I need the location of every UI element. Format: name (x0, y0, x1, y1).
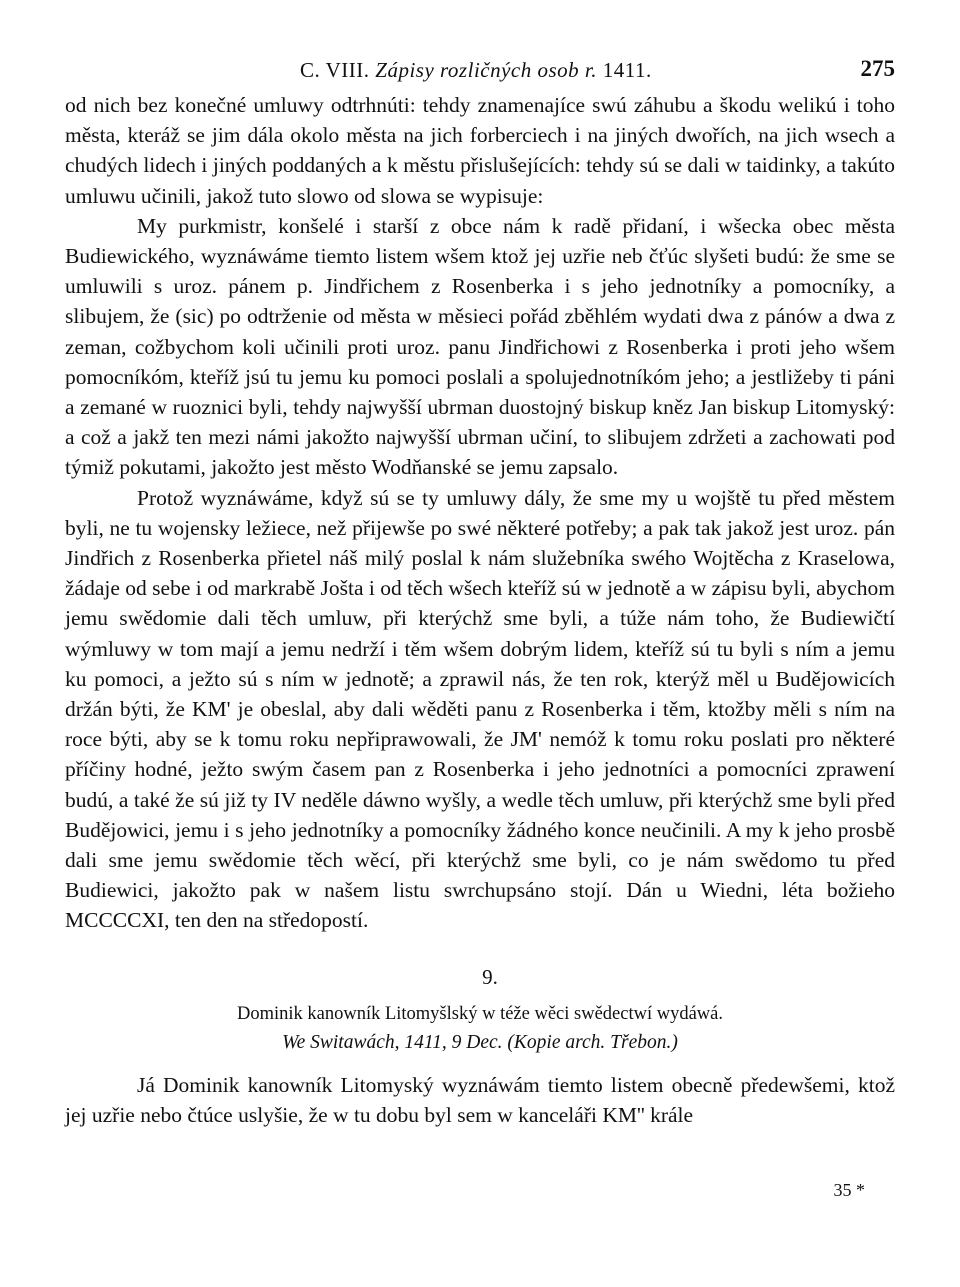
running-title-year: 1411. (602, 58, 652, 82)
running-title (300, 58, 652, 83)
paragraph-continuation: od nich bez konečné umluwy odtrhnúti: tehdy znamenajíce swú záhubu a škodu welikú i toho města, kteráž se jim dála okolo města na jich forberciech i na jiných dwořích, na jich wsech a chudých lidech i jiných poddaných a k městu přislušejících: tehdy sú se dali w taidinky, a takúto umluwu učinili, jakož tuto slowo od slowa se wypisuje: (65, 93, 895, 208)
running-title-italic: Zápisy rozličných osob r. (375, 58, 598, 82)
document-heading: Dominik kanowník Litomyšlský w téže wěci swědectwí wydáwá. (236, 1003, 724, 1024)
document-body (65, 1070, 895, 1130)
page-number: 275 (860, 56, 895, 81)
book-page (65, 50, 895, 1130)
running-head (65, 50, 895, 90)
document-place-date: We Switawách, 1411, 9 Dec. (Kopie arch. Třebon.) (282, 1031, 678, 1053)
document-number: 9. (482, 964, 498, 989)
body-text (65, 90, 895, 936)
document-opening-paragraph: Já Dominik kanowník Litomyský wyznáwám tiemto listem obecně předewšemi, ktož jej uzřie nebo čtúce uslyšie, že w tu dobu byl sem w kanceláři KM'' krále (65, 1072, 895, 1127)
paragraph-charter: My purkmistr, konšelé i starší z obce nám k radě přidaní, i wšecka obec města Budiewického, wyznáwáme tiemto listem wšem ktož jej uzřie neb čťúc slyšeti budú: že sme se umluwili s uroz. pánem p. Jindřichem z Rosenberka i s jeho jednotníky a pomocníky, a slibujem, že (sic) po odtrženie od města w měsieci pořád zběhlém wydati dwa z pánów a dwa z zeman, cožbychom koli učinili proti uroz. panu Jindřichowi z Rosenberka i proti jeho wšem pomocníkóm, kteříž jsú tu jemu ku pomoci poslali a spolujednotníkóm jeho; a jestližeby ti páni a zemané w ruoznici byli, tehdy najwyšší ubrman duostojný biskup kněz Jan biskup Litomyský: a což a jakž ten mezi námi jakožto najwyšší ubrman učiní, to slibujem zdržeti a zachowati pod týmiž pokutami, jakožto jest město Wodňanské se jemu zapsalo. (65, 213, 895, 480)
running-title-prefix: C. VIII. (300, 58, 370, 82)
paragraph-testimony: Protož wyznáwáme, když sú se ty umluwy dály, že sme my u wojště tu před městem byli, ne tu wojensky ležiece, než přijewše po swé některé potřeby; a pak tak jakož jest uroz. pán Jindřich z Rosenberka přietel náš milý poslal k nám služebníka swého Wojtěcha z Kraselowa, žádaje od sebe i od markrabě Jošta i od těch wšech kteříž sú w jednotě a w zápisu byli, abychom jemu swědomie dali těch umluw, při kterýchž sme byli, a túže nám toho, že Budiewičtí wýmluwy w tom mají a jemu nedrží i těm wšem dobrým lidem, kteříž sú tu byli s ním a jemu ku pomoci, a ježto sú s ním w jednotě; a zprawil nás, že ten rok, kterýž měl u Budějowicích držán býti, že KM' je obeslal, aby dali wěděti panu z Rosenberka i těm, ktožby měli s ním na roce býti, aby se k tomu roku nepřiprawowali, že JM' nemóž k tomu roku poslati pro některé příčiny hodné, ježto swým časem pan z Rosenberka i jeho jednotníci a pomocníci zprawení budú, a také že sú již ty IV neděle dáwno wyšly, a wedle těch umluw, při kterýchž sme byli před Budějowici, jemu i s jeho jednotníky a pomocníky žádného konce neučinili. A my k jeho prosbě dali sme jemu swědomie těch wěcí, při kterýchž sme byli, co je nám swědomo tu před Budiewici, jakožto pak w našem listu swrchupsáno stojí. Dán u Wiedni, léta božieho MCCCCXI, ten den na středopostí. (65, 485, 895, 933)
signature-mark: 35 * (833, 1180, 865, 1200)
